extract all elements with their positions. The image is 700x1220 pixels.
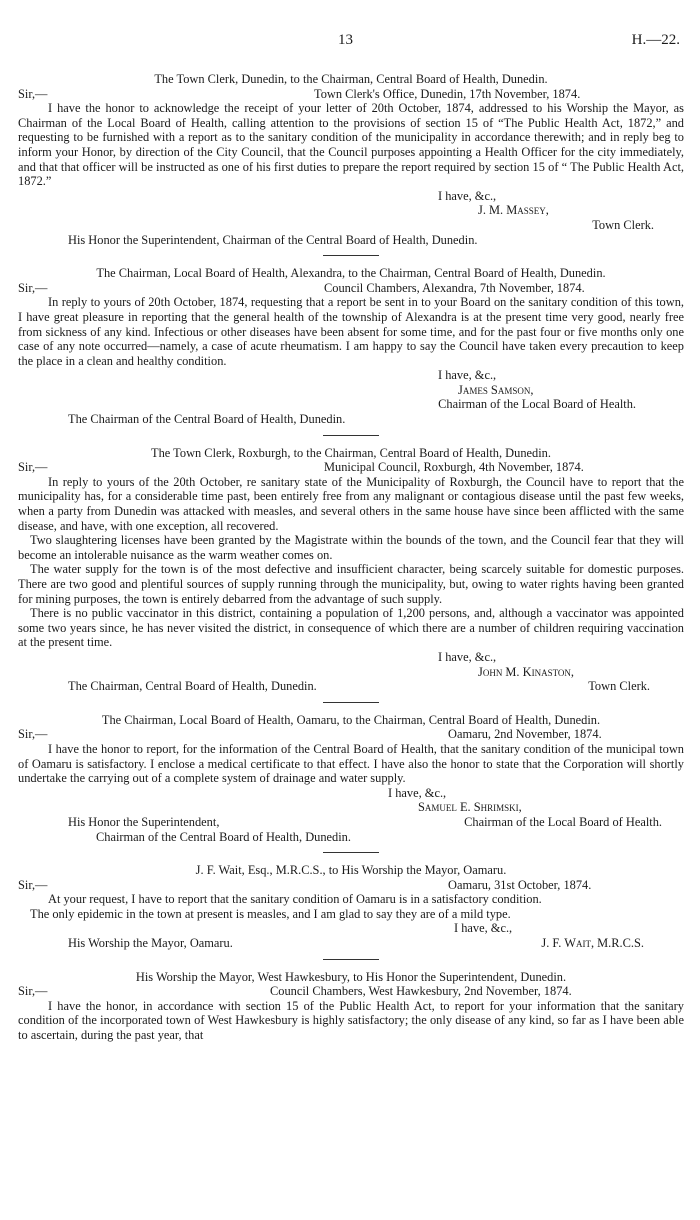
letter-paragraph: I have the honor, in accordance with section 15 of the Public Health Act, to report for your information that the sanitary condition of the incorporated town of West Hawkesbury is highly satisfactory; the only disease of any kind, so far as I have been able to ascertain, during the past year, that (18, 998, 684, 1043)
salutation-line (18, 87, 684, 102)
letter-wait (18, 863, 684, 951)
signer-title: Chairman of the Local Board of Health. (464, 814, 662, 829)
salutation: Sir,— (18, 86, 48, 101)
closing: I have, &c., (438, 188, 497, 203)
letter-heading: The Chairman, Local Board of Health, Alexandra, to the Chairman, Central Board of Health, Dunedin. (96, 266, 606, 281)
letter-paragraph: I have the honor to report, for the information of the Central Board of Health, that the sanitary condition of the municipal town of Oamaru is satisfactory. I enclose a medical certificate to that effect. I have also the honor to state that the Corporation will shortly undertake the carrying out of a complete system of drainage and water supply. (18, 741, 684, 786)
letter-heading: The Chairman, Local Board of Health, Oamaru, to the Chairman, Central Board of Health, Dunedin. (101, 712, 601, 727)
section-divider (323, 435, 379, 436)
page-header (18, 33, 684, 51)
letter-roxburgh (18, 446, 684, 694)
closing: I have, &c., (438, 368, 497, 383)
signer-title: Town Clerk. (588, 679, 650, 694)
addressee: His Worship the Mayor, Oamaru. (68, 936, 233, 951)
dateline: Town Clerk's Office, Dunedin, 17th November, 1874. (314, 86, 581, 101)
addressee: The Chairman of the Central Board of Health, Dunedin. (68, 412, 346, 427)
letter-paragraph: At your request, I have to report that the sanitary condition of Oamaru is in a satisfactory condition. (48, 892, 542, 907)
closing: I have, &c., (454, 921, 513, 936)
dateline: Council Chambers, Alexandra, 7th November, 1874. (324, 280, 585, 295)
dateline: Oamaru, 2nd November, 1874. (448, 727, 602, 742)
letter-paragraph: In reply to yours of 20th October, 1874, requesting that a report be sent in to your Board on the sanitary condition of this town, I have great pleasure in reporting that the general health of the township of Alexandra is at the present time very good, nearly free from sickness of any kind. Infectious or other diseases have been absent for some time, and for the past four or five months only one case of any note occurred—namely, a case of acute rheumatism. I am happy to say the Council have taken every precaution to keep the place in a clean and healthy condition. (18, 295, 684, 368)
letter-paragraph: There is no public vaccinator in this district, containing a population of 1,200 persons, and, although a vaccinator was appointed some two years since, he has never visited the district, in consequence of which there are a number of children requiring vaccination at the present time. (18, 606, 684, 650)
section-divider (323, 852, 379, 853)
signer-title: Town Clerk. (592, 217, 654, 232)
letter-paragraph: The only epidemic in the town at present is measles, and I am glad to say they are of a mild type. (30, 906, 511, 921)
letter-paragraph: I have the honor to acknowledge the receipt of your letter of 20th October, 1874, addressed to his Worship the Mayor, as Chairman of the Local Board of Health, calling attention to the provisions of section 15 of “The Public Health Act, 1872,” and requesting to be furnished with a report as to the sanitary condition of the municipality in accordance therewith; and in reply beg to inform your Honor, by direction of the City Council, that the Council purposes appointing a Health Officer for the city immediately, and that that officer will be instructed as one of his first duties to prepare the report required by section 15 of “ The Public Health Act, 1872.” (18, 101, 684, 189)
salutation: Sir,— (18, 877, 48, 892)
salutation: Sir,— (18, 984, 48, 999)
salutation: Sir,— (18, 460, 48, 475)
salutation-line (18, 727, 684, 742)
addressee-row (18, 936, 684, 951)
letter-west-hawkesbury (18, 970, 684, 1043)
section-divider (323, 702, 379, 703)
addressee: The Chairman, Central Board of Health, Dunedin. (68, 679, 317, 694)
salutation-line (18, 878, 684, 893)
letter-heading: The Town Clerk, Dunedin, to the Chairman, Central Board of Health, Dunedin. (154, 72, 548, 86)
addressee: His Honor the Superintendent, Chairman of the Central Board of Health, Dunedin. (68, 232, 478, 247)
salutation-line (18, 281, 684, 296)
signature: John M. Kinaston, (478, 664, 575, 679)
section-divider (323, 255, 379, 256)
letter-heading: J. F. Wait, Esq., M.R.C.S., to His Worship the Mayor, Oamaru. (195, 863, 507, 878)
section-divider (323, 959, 379, 960)
signature: Samuel E. Shrimski, (418, 800, 522, 815)
letter-dunedin (18, 72, 684, 247)
addressee-line-2: Chairman of the Central Board of Health, Dunedin. (96, 829, 351, 844)
salutation-line (18, 984, 684, 999)
dateline: Oamaru, 31st October, 1874. (448, 877, 592, 892)
letter-heading: The Town Clerk, Roxburgh, to the Chairman, Central Board of Health, Dunedin. (151, 445, 551, 460)
letter-alexandra (18, 266, 684, 427)
letter-paragraph: In reply to yours of the 20th October, re sanitary state of the Municipality of Roxburgh, the Council have to report that the municipality has, for a considerable time past, been entirely free from any malignant or contagious disease until the past few weeks, when a party from Dunedin was attacked with measles, and several others in the same house have since been afflicted with the same disease, and have, with one exception, all recovered. (18, 474, 684, 533)
dateline: Council Chambers, West Hawkesbury, 2nd November, 1874. (270, 984, 572, 999)
addressee-row (18, 679, 684, 694)
addressee: His Honor the Superintendent, (68, 814, 220, 829)
letters (18, 72, 684, 1043)
salutation: Sir,— (18, 727, 48, 742)
letter-heading: His Worship the Mayor, West Hawkesbury, to His Honor the Superintendent, Dunedin. (135, 969, 567, 984)
letter-paragraph: Two slaughtering licenses have been granted by the Magistrate within the bounds of the town, and the Council fear that they will become an intolerable nuisance as the warm weather comes on. (18, 533, 684, 562)
document-reference: H.—22. (631, 32, 680, 48)
letter-oamaru-board (18, 713, 684, 844)
letter-paragraph: The water supply for the town is of the most defective and insufficient character, being scarcely suitable for domestic purposes. There are two good and plentiful sources of supply running through the municipality, but, owing to water rights having been granted for mining purposes, the town is entirely debarred from the advantage of such supply. (18, 562, 684, 606)
signature: J. M. Massey, (478, 203, 549, 218)
salutation-line (18, 460, 684, 475)
salutation: Sir,— (18, 280, 48, 295)
signature: J. F. Wait, M.R.C.S. (541, 936, 644, 951)
signature: James Samson, (458, 382, 534, 397)
closing: I have, &c., (438, 649, 497, 664)
closing: I have, &c., (388, 785, 447, 800)
dateline: Municipal Council, Roxburgh, 4th November, 1874. (324, 460, 584, 475)
signer-title: Chairman of the Local Board of Health. (438, 397, 636, 412)
page-number: 13 (338, 32, 353, 48)
addressee-row (18, 815, 684, 830)
